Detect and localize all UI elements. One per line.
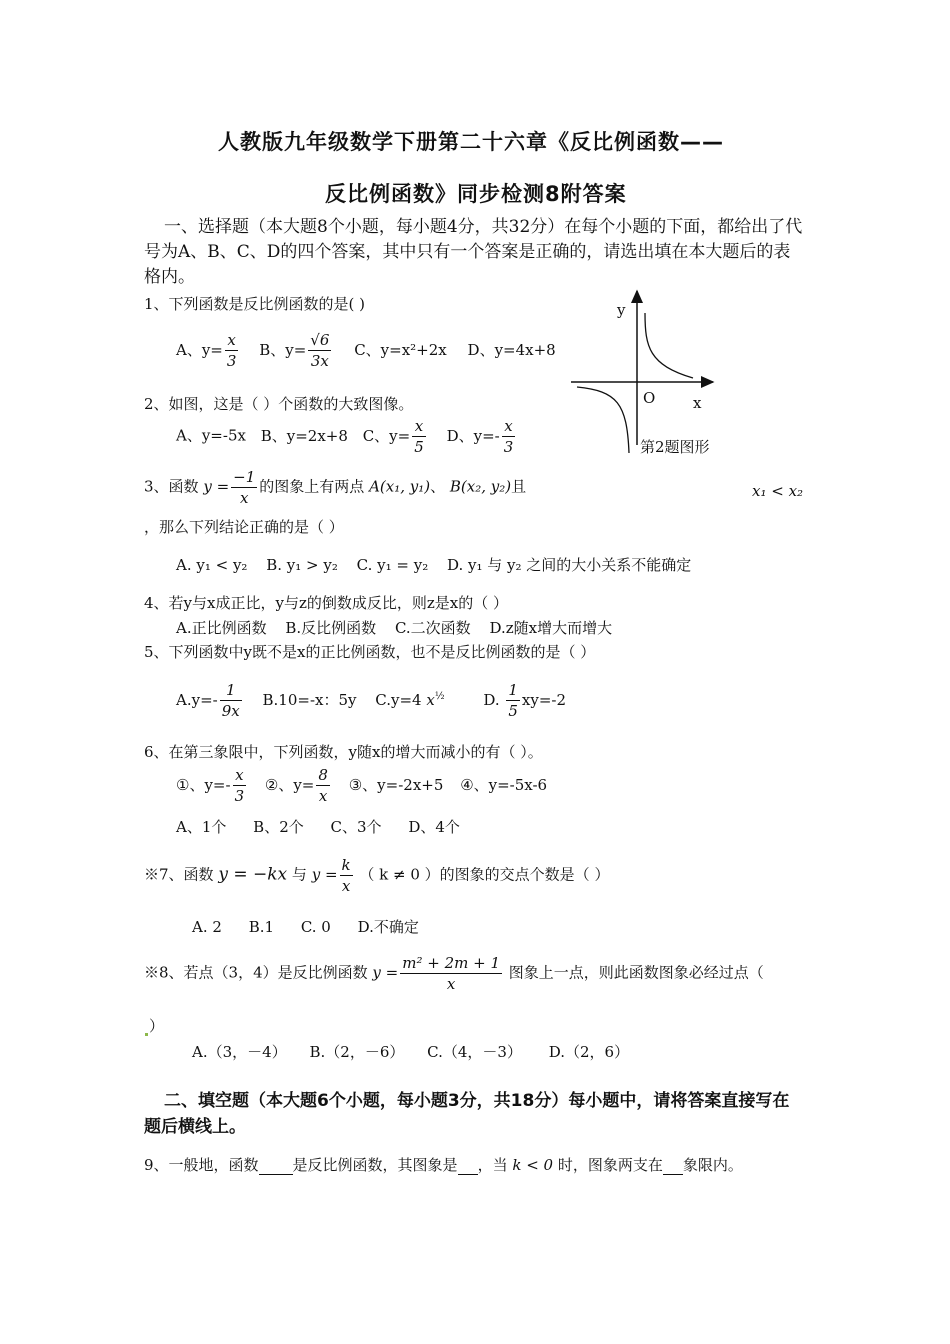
q3-option-a: A. y₁ < y₂	[176, 556, 248, 574]
q8-option-d: D.（2，6）	[548, 1043, 630, 1061]
section2-intro: 二、填空题（本大题6个小题，每小题3分，共18分）每小题中，请将答案直接写在题后横线上。	[144, 1091, 790, 1137]
q7-stem: ※7、函数 y = −kx 与 y = $\frac{k}{x}$ （ k ≠ 0 ）的图象的交点个数是（ ）	[144, 856, 610, 895]
q6-option-b: B、2个	[253, 818, 304, 836]
q5-option-a: A.y=- $\frac{1}{9x}$	[176, 681, 240, 720]
q4-stem: 4、若y与x成正比，y与z的倒数成反比，则z是x的（ ）	[144, 594, 508, 612]
q5-option-d: D. $\frac{1}{5}$ xy=-2	[483, 681, 567, 720]
q5-option-c: C.y=4 $x^{\frac{1}{2}}$	[375, 690, 445, 709]
q3-option-d: D. y₁ 与 y₂ 之间的大小关系不能确定	[447, 556, 692, 574]
hyperbola-figure	[565, 285, 725, 460]
q6-function-1: ①、y=- $\frac{x}{3}$	[176, 766, 245, 805]
q2-option-a: A、y=-5x	[176, 426, 246, 445]
q6-option-c: C、3个	[330, 818, 382, 836]
q2-option-d: D、y=- $\frac{x}{3}$	[446, 417, 514, 456]
q9-blank-1[interactable]	[259, 1156, 293, 1175]
q6-function-2: ②、y= $\frac{8}{x}$	[264, 766, 328, 805]
q1-option-a: A、y= $\frac{x}{3}$	[176, 331, 237, 370]
q8-option-a: A.（3，－4）	[192, 1043, 287, 1061]
hyperbola-branch-1	[645, 313, 693, 378]
q1-option-b: B、y= $\frac{√6}{3x}$	[259, 331, 330, 370]
q1-stem: 1、下列函数是反比例函数的是( )	[144, 295, 366, 313]
q3-condition: x₁ < x₂	[752, 482, 804, 500]
q9-blank-3[interactable]	[663, 1156, 683, 1175]
q6-option-d: D、4个	[408, 818, 460, 836]
q8-stem-close: ）	[144, 1015, 164, 1036]
q6-functions	[176, 765, 547, 806]
q6-function-3: ③、y=-2x+5	[348, 775, 444, 794]
hyperbola-branch-2	[577, 387, 629, 453]
q6-option-a: A、1个	[176, 818, 227, 836]
q9-stem: 9、一般地，函数 是反比例函数，其图象是 ，当 k < 0 时，图象两支在 象限内。	[144, 1156, 743, 1174]
figure-caption: 第2题图形	[640, 438, 710, 456]
q8-stem: ※8、若点（3，4）是反比例函数 y = $\frac{\text{m² + 2m + 1}}{x}$ 图象上一点，则此函数图象必经过点（	[144, 954, 764, 993]
q8-options	[192, 1041, 629, 1062]
q4-option-c: C.二次函数	[394, 619, 471, 637]
q6-options	[176, 816, 460, 837]
q4-option-a: A.正比例函数	[176, 619, 267, 637]
q4-options	[176, 617, 612, 638]
q7-option-a: A. 2	[192, 918, 222, 936]
q4-option-b: B.反比例函数	[285, 619, 377, 637]
q5-stem: 5、下列函数中y既不是x的正比例函数，也不是反比例函数的是（ ）	[144, 643, 596, 661]
q6-stem: 6、在第三象限中，下列函数，y随x的增大而减小的有（ ）。	[144, 743, 543, 761]
q3-options	[176, 554, 691, 575]
q1-option-c: C、y=x²+2x	[354, 340, 447, 359]
q2-stem: 2、如图，这是（ ）个函数的大致图像。	[144, 395, 414, 413]
q7-option-b: B.1	[248, 918, 275, 936]
q2-option-c: C、y= $\frac{x}{5}$	[362, 417, 424, 456]
q5-options	[176, 680, 566, 721]
figure-x-label: x	[693, 394, 702, 412]
q2-options	[176, 416, 517, 457]
q3-option-c: C. y₁ = y₂	[356, 556, 429, 574]
q7-option-c: C. 0	[300, 918, 331, 936]
q8-option-c: C.（4，－3）	[427, 1043, 522, 1061]
q3-option-b: B. y₁ > y₂	[266, 556, 338, 574]
figure-o-label: O	[643, 389, 656, 407]
q6-function-4: ④、y=-5x-6	[460, 775, 548, 794]
q1-options	[176, 330, 556, 371]
q4-option-d: D.z随x增大而增大	[489, 619, 613, 637]
q9-blank-2[interactable]	[458, 1156, 478, 1175]
q3-line1: 3、函数 y = $\frac{-1}{x}$ 的图象上有两点 A(x₁, y₁)、 B(x₂, y₂)且	[144, 468, 527, 507]
q7-options	[192, 916, 419, 937]
page-title-line2: 反比例函数》同步检测8附答案	[325, 182, 627, 206]
figure-y-label: y	[617, 301, 626, 319]
q5-option-b: B.10=-x：5y	[262, 690, 357, 709]
q2-option-b: B、y=2x+8	[260, 426, 348, 445]
q8-option-b: B.（2，－6）	[309, 1043, 405, 1061]
section1-intro: 一、选择题（本大题8个小题，每小题4分，共32分）在每个小题的下面，都给出了代号为A、B、C、D的四个答案，其中只有一个答案是正确的，请选出填在本大题后的表格内。	[144, 217, 803, 287]
q3-line2: ，那么下列结论正确的是（ ）	[144, 518, 344, 536]
q7-option-d: D.不确定	[357, 918, 419, 936]
page-title-line1: 人教版九年级数学下册第二十六章《反比例函数——	[218, 130, 724, 154]
q1-option-d: D、y=4x+8	[467, 340, 556, 359]
